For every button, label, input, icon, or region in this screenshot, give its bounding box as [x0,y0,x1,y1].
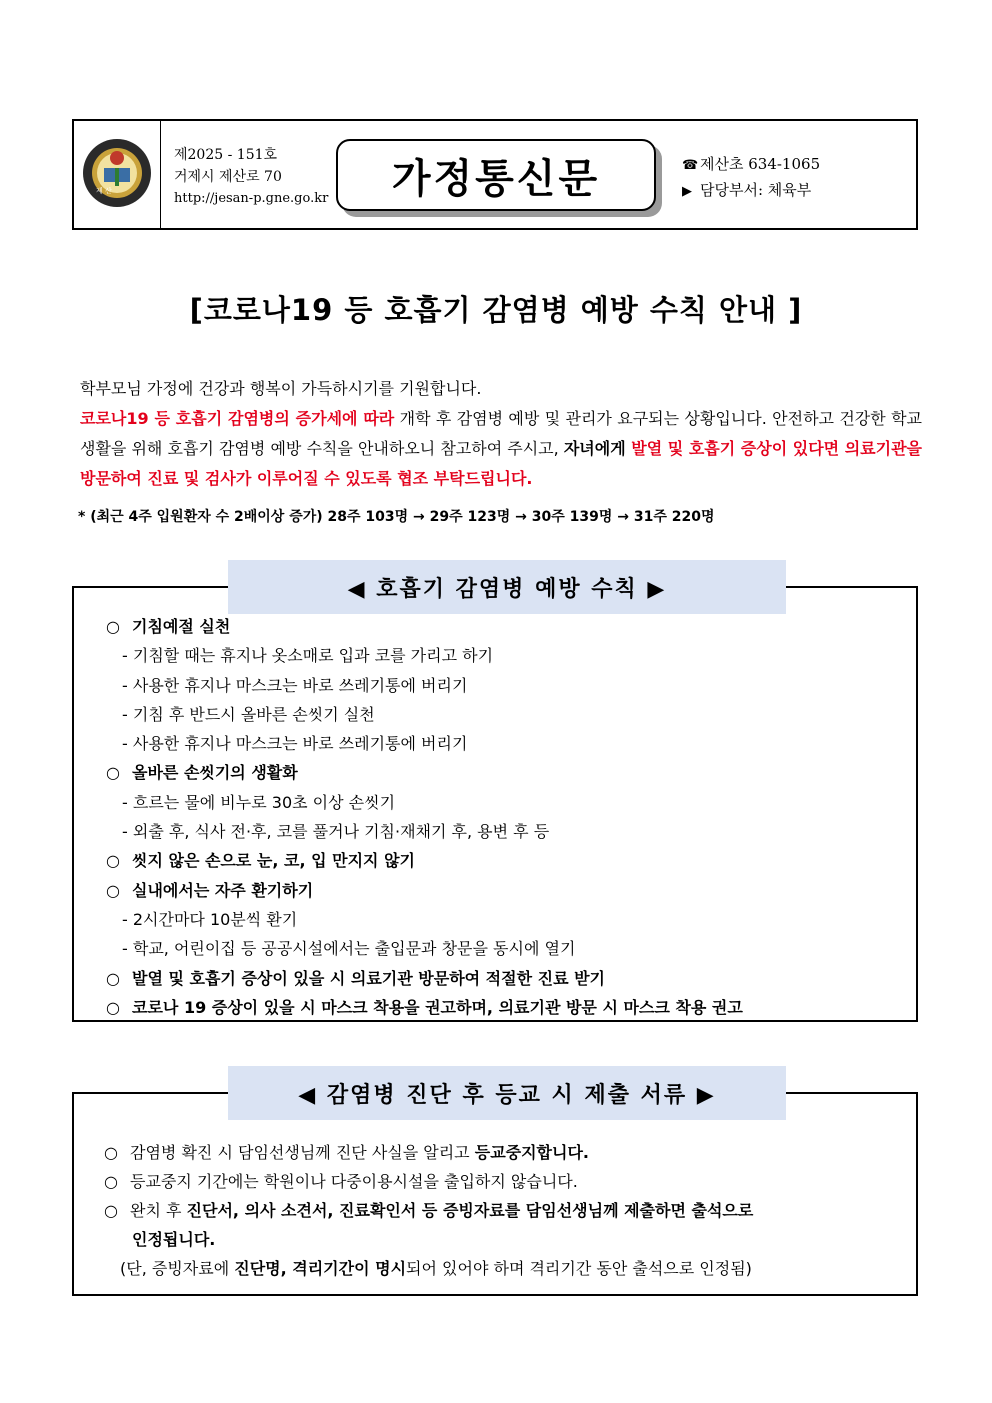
rule-detail [106,700,743,729]
rule-text: 코로나 19 증상이 있을 시 마스크 착용을 권고하며, 의료기관 방문 시 마스크 착용 권고 [132,997,743,1017]
letter-header [72,119,918,230]
prevention-rules-list [106,612,743,1022]
intro-body: 개학 후 감염병 예방 및 관리가 요구되는 상황입니다. 안전하고 건강한 학교생활을 위해 호흡기 감염병 예방 수칙을 안내하오니 참고하여 주시고, [80,409,922,458]
rule-text: - 기침 후 반드시 올바른 손씻기 실천 [122,704,375,724]
rule-text: - 학교, 어린이집 등 공공시설에서는 출입문과 창문을 동시에 열기 [122,939,576,959]
bullet-circle: ○ [106,997,120,1017]
intro-red-1: 코로나19 등 호흡기 감염병의 증가세에 따라 [80,409,395,428]
rule-detail [106,934,743,963]
bullet-circle: ○ [106,617,120,636]
rule-text: - 사용한 휴지나 마스크는 바로 쓰레기통에 버리기 [122,675,468,695]
document-item: ○ 등교중지 기간에는 학원이나 다중이용시설을 출입하지 않습니다. [104,1167,753,1196]
school-address: 거제시 제산로 70 [174,169,282,185]
phone-number: 제산초 634-1065 [700,155,821,173]
rule-detail [106,788,743,817]
issue-number: 제2025 - 151호 [174,147,278,163]
rule-detail [106,729,743,758]
rule-text: 발열 및 호흡기 증상이 있을 시 의료기관 방문하여 적절한 진료 받기 [132,968,606,988]
rule-heading [106,993,743,1022]
rule-text: - 외출 후, 식사 전·후, 코를 풀거나 기침·재채기 후, 용변 후 등 [122,822,550,842]
rule-heading [106,612,743,641]
phone-line [682,152,820,178]
logo-text: 제 산 [96,187,112,195]
newsletter-title: 가정통신문 [336,139,656,211]
contact-info [682,152,820,204]
documents-title: ◀ 감염병 진단 후 등교 시 제출 서류 ▶ [228,1066,786,1120]
rule-heading [106,964,743,993]
school-url[interactable]: http://jesan-p.gne.go.kr [174,191,329,206]
greeting: 학부모님 가정에 건강과 행복이 가득하시기를 기원합니다. [80,379,482,398]
bullet-circle: ○ [106,880,120,900]
school-logo [82,138,152,208]
dept-line [682,178,820,204]
rule-detail [106,641,743,670]
document-note: (단, 증빙자료에 진단명, 격리기간이 명시되어 있어야 하며 격리기간 동안 출석으로 인정됨) [120,1259,752,1278]
rule-heading [106,846,743,875]
bullet-circle: ○ [106,968,120,988]
document-item-continuation: 인정됩니다. [132,1230,216,1249]
document-item: ○ 감염병 확진 시 담임선생님께 진단 사실을 알리고 등교중지합니다. [104,1138,753,1167]
bullet-circle: ○ [104,1143,118,1162]
rule-detail [106,671,743,700]
rule-text: 기침예절 실천 [132,617,231,636]
bullet-circle: ○ [106,851,120,871]
documents-list [104,1138,753,1283]
bullet-circle: ○ [104,1172,118,1191]
rule-heading [106,758,743,787]
rule-heading [106,876,743,905]
rule-text: - 흐르는 물에 비누로 30초 이상 손씻기 [122,792,396,812]
page-title: [코로나19 등 호흡기 감염병 예방 수칙 안내 ] [189,293,803,327]
rule-text: 올바른 손씻기의 생활화 [132,763,298,783]
intro-paragraph [72,404,922,494]
prevention-rules-title: ◀ 호흡기 감염병 예방 수칙 ▶ [228,560,786,614]
issue-info [174,144,328,210]
department: 담당부서: 체육부 [700,181,812,199]
telephone-icon: ☎ [682,158,699,173]
bullet-circle: ○ [106,763,120,783]
rule-detail [106,905,743,934]
header-divider [160,121,161,228]
rule-text: 씻지 않은 손으로 눈, 코, 입 만지지 않기 [132,851,415,871]
rule-text: - 2시간마다 10분씩 환기 [122,909,298,929]
triangle-right-icon: ▶ [682,184,692,199]
bullet-circle: ○ [104,1201,118,1220]
statistics-line: * (최근 4주 입원환자 수 2배이상 증가) 28주 103명 → 29주 123명 → 30주 139명 → 31주 220명 [78,509,715,525]
rule-detail [106,817,743,846]
document-item: ○ 완치 후 진단서, 의사 소견서, 진료확인서 등 증빙자료를 담임선생님께 제출하면 출석으로 [104,1196,753,1225]
intro-red-2: 발열 및 호흡기 증상이 있다면 의료기관을 방문하여 진료 및 검사가 이루어질 수 있도록 협조 부탁드립니다. [80,439,922,488]
rule-text: 실내에서는 자주 환기하기 [132,880,314,900]
rule-text: - 사용한 휴지나 마스크는 바로 쓰레기통에 버리기 [122,734,468,754]
rule-text: - 기침할 때는 휴지나 옷소매로 입과 코를 가리고 하기 [122,646,494,666]
intro-text [72,374,922,494]
intro-bold: 자녀에게 [563,439,632,458]
